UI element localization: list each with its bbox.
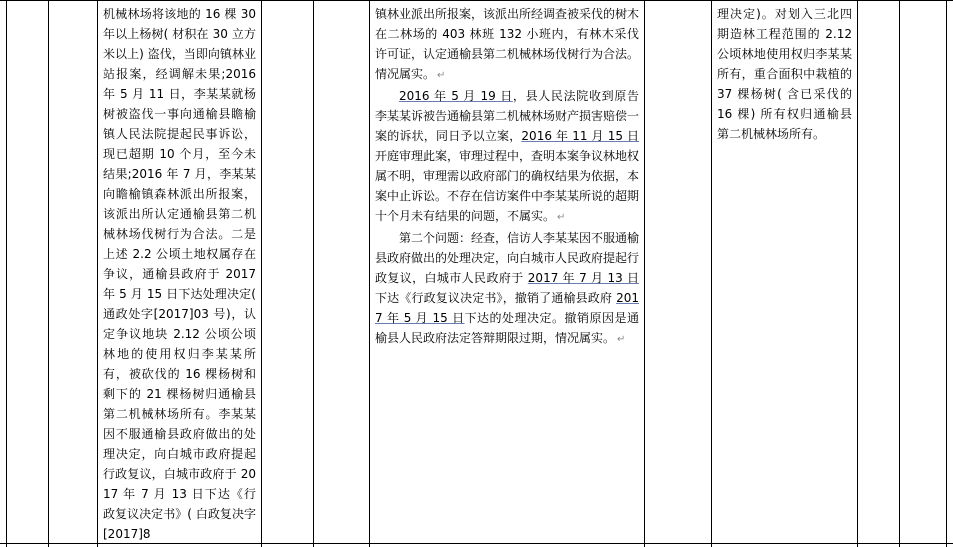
column-border <box>97 0 98 547</box>
paragraph-text: 下达《行政复议决定书》，撤销了通榆县政府 <box>375 291 617 305</box>
investigation-paragraph-1 <box>375 4 639 86</box>
date-text: 2016 年 11 月 15 日 <box>521 129 639 143</box>
column-border <box>313 0 314 547</box>
paragraph-text: ，县人民法院收到原告李某某诉被告通榆县第二机械林场财产损害赔偿一案的诉状，同日予以立案， <box>375 89 639 143</box>
cell-investigation-text <box>375 4 639 543</box>
decision-paragraph: 理决定)。对划入三北四期造林工程范围的 2.12 公顷林地使用权归李某某所有，重合面积中栽植的 37 棵杨树( 含已采伐的 16 棵) 所有权归通榆县第二机械林场所有。 <box>717 7 852 141</box>
paragraph-mark-icon: ↵ <box>557 212 566 223</box>
paragraph-text: 第二个问题：经查，信访人李某某因不服通榆县政府做出的处理决定，向白城市人民政府提起行政复议，白城市人民政府于 <box>375 231 639 285</box>
date-text: 2017 年 7 月 13 日 <box>527 271 639 285</box>
paragraph-mark-icon: ↵ <box>617 334 626 345</box>
column-border <box>857 0 858 547</box>
date-text: 2017 年 5 月 15 日 <box>375 291 639 325</box>
column-border <box>48 0 49 547</box>
column-border <box>6 0 7 547</box>
investigation-paragraph-3 <box>375 228 639 350</box>
row-border <box>0 0 953 1</box>
investigation-paragraph-2 <box>375 86 639 228</box>
column-border <box>369 0 370 547</box>
cell-complaint-text <box>103 4 256 543</box>
column-border <box>261 0 262 547</box>
paragraph-text: 开庭审理此案，审理过程中，查明本案争议林地权属不明，审理需以政府部门的确权结果为依据，本案中止诉讼。不存在信访案件中李某某所说的超期十个月未有结果的问题，不属实。 <box>375 149 639 223</box>
cell-decision-text <box>717 4 852 543</box>
column-border <box>644 0 645 547</box>
paragraph-text: 下达的处理决定。撤销原因是通榆县人民政府法定答辩期限过期，情况属实。 <box>375 311 639 345</box>
complaint-paragraph: 机械林场将该地的 16 棵 30 年以上杨树( 材积在 30 立方米以上) 盗伐，当即向镇林业站报案，经调解未果;2016 年 5 月 11 日，李某某就杨树被盗伐一事向通榆县瞻榆镇人民法院提起民事诉讼，现已超期 10 个月，至今未结果;2016 年 7 月，李某某向瞻榆镇森林派出所报案，该派出所认定通榆县第二机械林场伐树行为合法。二是上述 2.2 公顷土地权属存在争议，通榆县政府于 2017 年 5 月 15 日下达处理决定( 通政处字[2017]03 号)，认定争议地块 2.12 公顷公顷林地的使用权归李某某所有，被砍伐的 16 棵杨树和剩下的 21 棵杨树归通榆县第二机械林场所有。李某某因不服通榆县政府做出的处理决定，向白城市政府提起行政复议，白城市政府于 2017 年 7 月 13 日下达《行政复议决定书》( 白政复决字 [2017]8 <box>103 7 256 541</box>
date-text: 2016 年 5 月 19 日 <box>399 89 513 103</box>
paragraph-text: 镇林业派出所报案，该派出所经调查被采伐的树木在二林场的 403 林班 132 小班内，有林木采伐许可证，认定通榆县第二机械林场伐树行为合法。情况属实。 <box>375 7 639 81</box>
column-border <box>711 0 712 547</box>
column-border <box>946 0 947 547</box>
column-border <box>899 0 900 547</box>
paragraph-mark-icon: ↵ <box>437 70 446 81</box>
row-border <box>0 543 953 544</box>
